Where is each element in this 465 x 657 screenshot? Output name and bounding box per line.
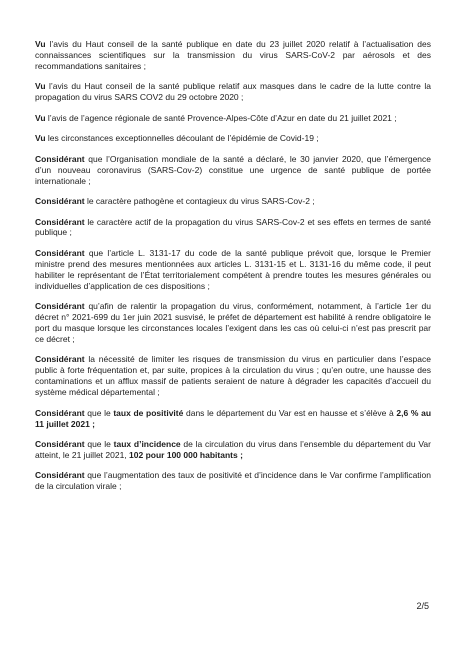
paragraph-lead: Considérant	[35, 216, 85, 227]
paragraph	[35, 470, 431, 492]
paragraph-text: les circonstances exceptionnelles découlant de l’épidémie de Covid-19 ;	[45, 133, 319, 144]
paragraph-text: la nécessité de limiter les risques de transmission du virus en particulier dans l’espace public à forte fréquentation et, par suite, propices à la circulation du virus ; qu’en outre, une hausse des contaminations et un afflux massif de patients seraient de nature à dégrader les capacités d’accueil du système médical départemental ;	[35, 354, 431, 398]
paragraph-text: que l’Organisation mondiale de la santé a déclaré, le 30 janvier 2020, que l’émergence d’un nouveau coronavirus (SARS-Cov-2) constitue une urgence de santé publique de portée internationale ;	[35, 153, 431, 186]
paragraph	[35, 133, 431, 144]
paragraph-text: le caractère pathogène et contagieux du virus SARS-Cov-2 ;	[84, 196, 315, 207]
paragraph-lead: Considérant	[35, 439, 85, 449]
paragraph-lead: Considérant	[35, 470, 85, 481]
paragraph-text: de la circulation du virus dans l’ensemble du département du Var atteint, le 21 juillet 2021,	[35, 439, 431, 460]
paragraph-lead: Vu	[35, 39, 46, 49]
paragraph-text: l’avis du Haut conseil de la santé publique en date du 23 juillet 2020 relatif à l’actualisation des connaissances scientifiques sur la transmission du virus SARS-CoV-2 par aérosols et des recommandations sanitaires ;	[35, 39, 431, 71]
paragraph-lead: Considérant	[35, 407, 85, 418]
paragraph	[35, 408, 431, 430]
paragraph	[35, 196, 431, 207]
paragraph-lead: Considérant	[35, 301, 85, 312]
paragraph-text: que l’augmentation des taux de positivité et d’incidence dans le Var confirme l’amplification de la circulation virale ;	[35, 470, 431, 492]
paragraph-lead: Considérant	[35, 153, 85, 164]
paragraph-lead: Vu	[35, 81, 46, 92]
paragraph	[35, 81, 431, 103]
paragraph	[35, 248, 431, 292]
paragraph-lead: Vu	[35, 112, 46, 123]
emphasis-text: 2,6 % au 11 juillet 2021 ;	[35, 407, 432, 429]
emphasis-text: taux d’incidence	[113, 439, 181, 449]
paragraph-text: dans le département du Var est en hausse et s’élève à	[183, 407, 397, 418]
paragraph-text: que le	[84, 407, 114, 418]
paragraph-lead: Considérant	[35, 196, 85, 207]
paragraph-text: l’avis du Haut conseil de la santé publique relatif aux masques dans le cadre de la lutte contre la propagation du virus SARS COV2 du 29 octobre 2020 ;	[35, 81, 431, 103]
paragraph	[35, 113, 431, 124]
paragraph-lead: Vu	[35, 133, 46, 144]
page-number: 2/5	[416, 601, 429, 611]
paragraph-text: que le	[84, 439, 114, 449]
emphasis-text: 102 pour 100 000 habitants ;	[129, 449, 243, 460]
paragraph-text: l’avis de l’agence régionale de santé Provence-Alpes-Côte d’Azur en date du 21 juillet 2021 ;	[45, 112, 397, 123]
paragraph	[35, 439, 431, 461]
paragraph	[35, 217, 431, 239]
document-body	[35, 39, 431, 502]
paragraph-text: le caractère actif de la propagation du virus SARS-Cov-2 et ses effets en termes de santé publique ;	[35, 216, 431, 238]
paragraph	[35, 354, 431, 398]
paragraph	[35, 39, 431, 72]
paragraph-text: que l’article L. 3131-17 du code de la santé publique prévoit que, lorsque le Premier ministre prend des mesures mentionnées aux articles L. 3131-15 et L. 3131-16 du même code, il peut habiliter le représentant de l’État territorialement compétent à prendre toutes les mesures générales ou individuelles d’application de ces dispositions ;	[35, 247, 431, 291]
paragraph	[35, 301, 431, 345]
paragraph-text: qu’afin de ralentir la propagation du virus, conformément, notamment, à l’article 1er du décret n° 2021-699 du 1er juin 2021 susvisé, le préfet de département est habilité à rendre obligatoire le port du masque lorsque les circonstances locales l’exigent dans les cas où celui-ci n’est pas prescrit par ce décret ;	[35, 301, 431, 344]
paragraph	[35, 154, 431, 187]
emphasis-text: taux de positivité	[113, 407, 184, 418]
paragraph-lead: Considérant	[35, 247, 85, 258]
paragraph-lead: Considérant	[35, 354, 85, 365]
